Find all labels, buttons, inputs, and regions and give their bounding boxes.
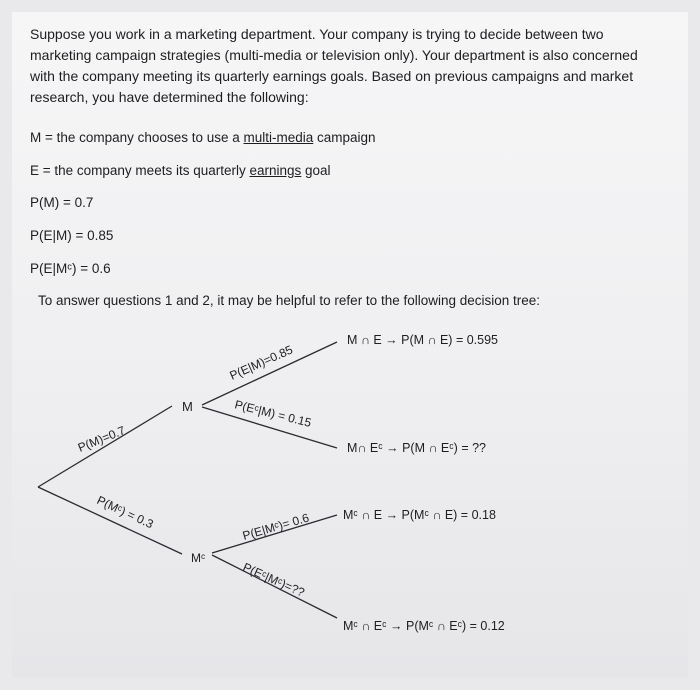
branch-label-e-given-m: P(E|M)=0.85	[227, 342, 295, 383]
definition-e-suffix: goal	[301, 163, 331, 178]
node-mc: Mᶜ	[191, 551, 206, 565]
branch-label-pmc: P(Mᶜ) = 0.3	[94, 493, 156, 532]
outcome-m-and-e: M ∩ E → P(M ∩ E) = 0.595	[347, 333, 498, 347]
prob-m: P(M) = 0.7	[30, 195, 94, 210]
definition-m-suffix: campaign	[313, 130, 376, 145]
instruction-text: To answer questions 1 and 2, it may be helpful to refer to the following decision tree:	[38, 293, 541, 308]
node-m: M	[182, 399, 193, 414]
outcome-mc-and-ec: Mᶜ ∩ Eᶜ → P(Mᶜ ∩ Eᶜ) = 0.12	[343, 619, 505, 633]
branch-label-pm: P(M)=0.7	[75, 423, 128, 455]
branch-label-e-given-mc: P(E|Mᶜ)= 0.6	[240, 510, 311, 543]
definition-e-underlined: earnings	[249, 163, 302, 178]
outcome-m-and-ec: M∩ Eᶜ → P(M ∩ Eᶜ) = ??	[347, 441, 486, 455]
outcome-mc-and-e: Mᶜ ∩ E → P(Mᶜ ∩ E) = 0.18	[343, 508, 496, 522]
branch-line-m	[38, 406, 172, 487]
branch-label-ec-given-mc: P(Eᶜ|Mᶜ)=??	[240, 559, 307, 600]
definition-m-prefix: M = the company chooses to use a	[30, 130, 244, 145]
branch-label-ec-given-m: P(Eᶜ|M) = 0.15	[233, 397, 313, 430]
prob-e-given-mc: P(E|Mᶜ) = 0.6	[30, 261, 111, 276]
definition-e-prefix: E = the company meets its quarterly	[30, 163, 250, 178]
definition-m-underlined: multi-media	[243, 130, 314, 145]
problem-intro: Suppose you work in a marketing department. Your company is trying to decide between two marketing campaign strategies (multi-media or television only). Your department is also concerned with the company meeting its quarterly earnings goals. Based on previous campaigns and market research, you have determined the following:	[30, 26, 638, 105]
prob-e-given-m: P(E|M) = 0.85	[30, 228, 114, 243]
